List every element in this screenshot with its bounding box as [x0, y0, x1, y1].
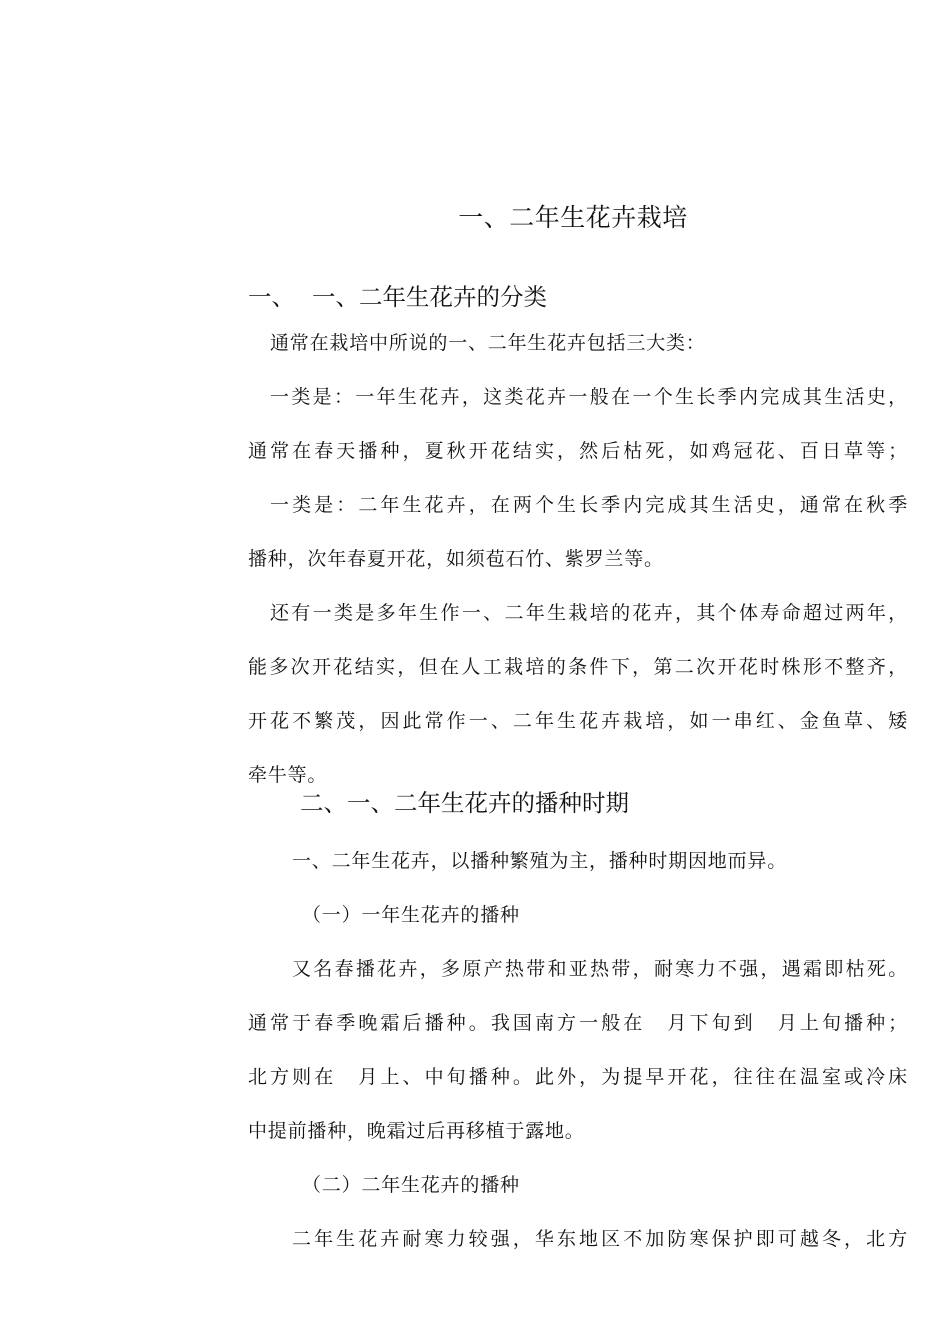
subsection2-heading: （二）二年生花卉的播种	[302, 1174, 520, 1196]
section2-body	[248, 834, 908, 1266]
subsection1-line3: 北方则在 月上、中旬播种。此外，为提早开花，往往在温室或冷床	[248, 1066, 908, 1088]
subsection1-heading: （一）一年生花卉的播种	[302, 904, 520, 926]
section1-body	[248, 316, 908, 802]
section1-para3-line1: 还有一类是多年生作一、二年生栽培的花卉，其个体寿命超过两年，	[270, 602, 908, 624]
section1-heading-text: 一、二年生花卉的分类	[312, 283, 547, 311]
subsection2-line1: 二年生花卉耐寒力较强，华东地区不加防寒保护即可越冬，北方	[292, 1228, 908, 1250]
section2-intro: 一、二年生花卉，以播种繁殖为主，播种时期因地而异。	[292, 850, 788, 872]
section1-para1-line1: 一类是：一年生花卉，这类花卉一般在一个生长季内完成其生活史，	[270, 386, 908, 408]
section1-para3-line2: 能多次开花结实，但在人工栽培的条件下，第二次开花时株形不整齐，	[248, 656, 908, 678]
section1-para1-line2: 通常在春天播种，夏秋开花结实，然后枯死，如鸡冠花、百日草等；	[248, 440, 908, 462]
section2-heading: 二、一、二年生花卉的播种时期	[300, 789, 629, 817]
section1-para3-line4: 牵牛等。	[248, 764, 328, 786]
section1-para2-line2: 播种，次年春夏开花，如须苞石竹、紫罗兰等。	[248, 548, 664, 570]
subsection1-line4: 中提前播种，晚霜过后再移植于露地。	[248, 1120, 585, 1142]
subsection1-line2: 通常于春季晚霜后播种。我国南方一般在 月下旬到 月上旬播种；	[248, 1012, 908, 1034]
section1-intro: 通常在栽培中所说的一、二年生花卉包括三大类：	[270, 332, 706, 354]
subsection1-line1: 又名春播花卉，多原产热带和亚热带，耐寒力不强，遇霜即枯死。	[292, 958, 908, 980]
page-title: 一、二年生花卉栽培	[458, 203, 688, 232]
section1-number: 一、	[248, 283, 295, 311]
section1-heading	[248, 278, 547, 312]
section1-para3-line3: 开花不繁茂，因此常作一、二年生花卉栽培，如一串红、金鱼草、矮	[248, 710, 908, 732]
section1-para2-line1: 一类是：二年生花卉，在两个生长季内完成其生活史，通常在秋季	[270, 494, 908, 516]
